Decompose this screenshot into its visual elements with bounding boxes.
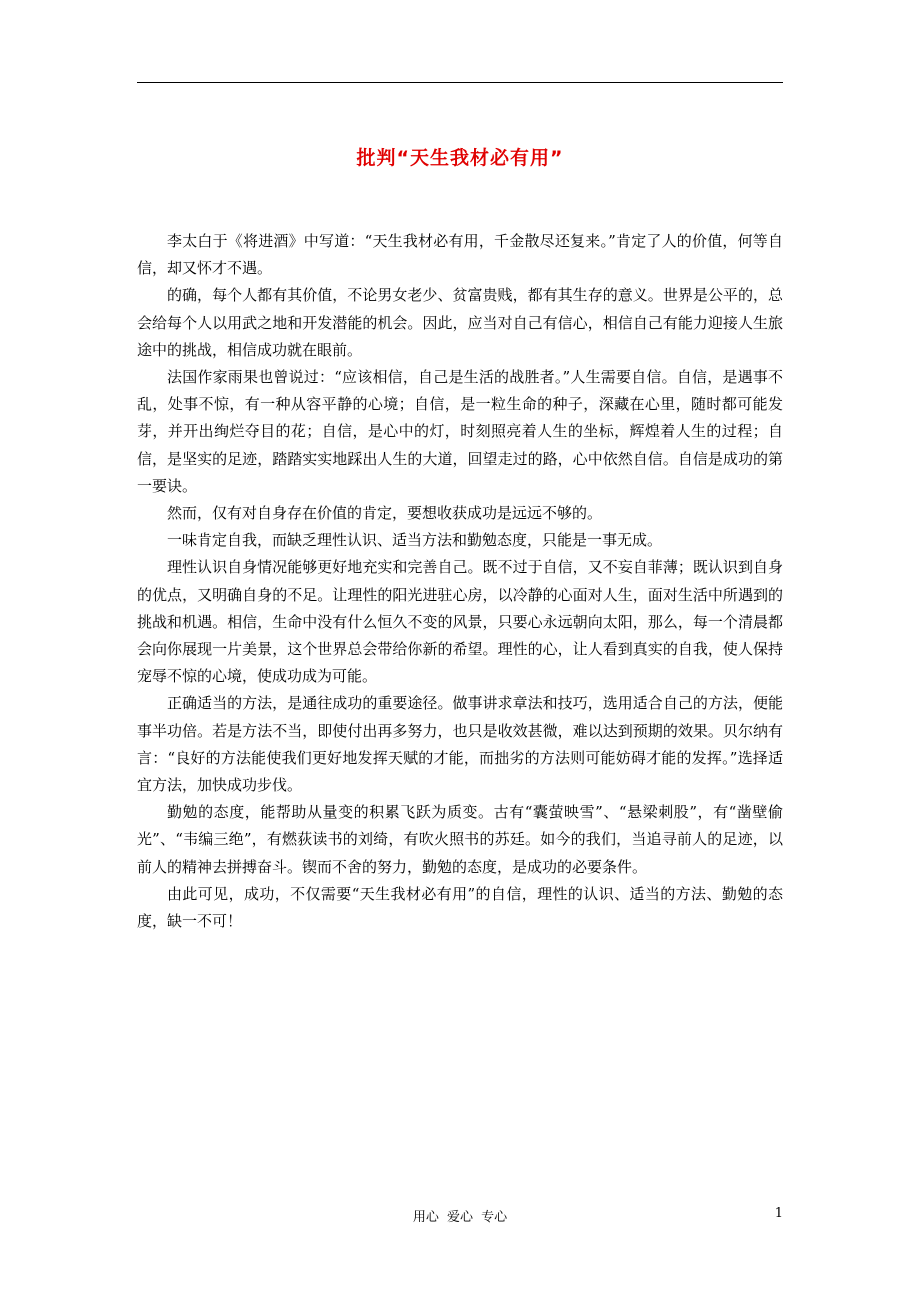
header-rule xyxy=(137,82,783,83)
paragraph-7: 正确适当的方法，是通往成功的重要途径。做事讲求章法和技巧，选用适合自己的方法，便能事半功倍。若是方法不当，即使付出再多努力，也只是收效甚微，难以达到预期的效果。贝尔纳有言：“良好的方法能使我们更好地发挥天赋的才能，而拙劣的方法则可能妨碍才能的发挥。”选择适宜方法，加快成功步伐。 xyxy=(137,694,783,795)
document-title: 批判“天生我材必有用” xyxy=(356,147,564,169)
paragraph-6: 理性认识自身情况能够更好地充实和完善自己。既不过于自信，又不妄自菲薄；既认识到自身的优点，又明确自身的不足。让理性的阳光进驻心房，以冷静的心面对人生，面对生活中所遇到的挑战和机遇。相信，生命中没有什么恒久不变的风景，只要心永远朝向太阳，那么，每一个清晨都会向你展现一片美景，这个世界总会带给你新的希望。理性的心，让人看到真实的自我，使人保持宠辱不惊的心境，使成功成为可能。 xyxy=(137,558,783,686)
paragraph-2: 的确，每个人都有其价值，不论男女老少、贫富贵贱，都有其生存的意义。世界是公平的，总会给每个人以用武之地和开发潜能的机会。因此，应当对自己有信心，相信自己有能力迎接人生旅途中的挑战，相信成功就在眼前。 xyxy=(137,286,783,359)
paragraph-3: 法国作家雨果也曾说过：“应该相信，自己是生活的战胜者。”人生需要自信。自信，是遇事不乱，处事不惊，有一种从容平静的心境；自信，是一粒生命的种子，深藏在心里，随时都可能发芽，并开出绚烂夺目的花；自信，是心中的灯，时刻照亮着人生的坐标，辉煌着人生的过程；自信，是坚实的足迹，踏踏实实地踩出人生的大道，回望走过的路，心中依然自信。自信是成功的第一要诀。 xyxy=(137,368,783,495)
paragraph-1: 李太白于《将进酒》中写道：“天生我材必有用，千金散尽还复来。”肯定了人的价值，何等自信，却又怀才不遇。 xyxy=(137,232,783,278)
page-number: 1 xyxy=(774,1206,783,1221)
paragraph-8: 勤勉的态度，能帮助从量变的积累飞跃为质变。古有“囊萤映雪”、“悬梁刺股”，有“凿壁偷光”、“韦编三绝”，有燃荻读书的刘绮，有吹火照书的苏廷。如今的我们，当追寻前人的足迹，以前人的精神去拼搏奋斗。锲而不舍的努力，勤勉的态度，是成功的必要条件。 xyxy=(137,803,783,876)
document-body xyxy=(137,228,783,935)
paragraph-5: 一味肯定自我，而缺乏理性认识、适当方法和勤勉态度，只能是一事无成。 xyxy=(167,531,663,550)
paragraph-4: 然而，仅有对自身存在价值的肯定，要想收获成功是远远不够的。 xyxy=(167,504,603,523)
footer-motto: 用心 爱心 专心 xyxy=(412,1210,508,1225)
paragraph-9: 由此可见，成功，不仅需要“天生我材必有用”的自信，理性的认识、适当的方法、勤勉的态度，缺一不可！ xyxy=(137,884,783,931)
